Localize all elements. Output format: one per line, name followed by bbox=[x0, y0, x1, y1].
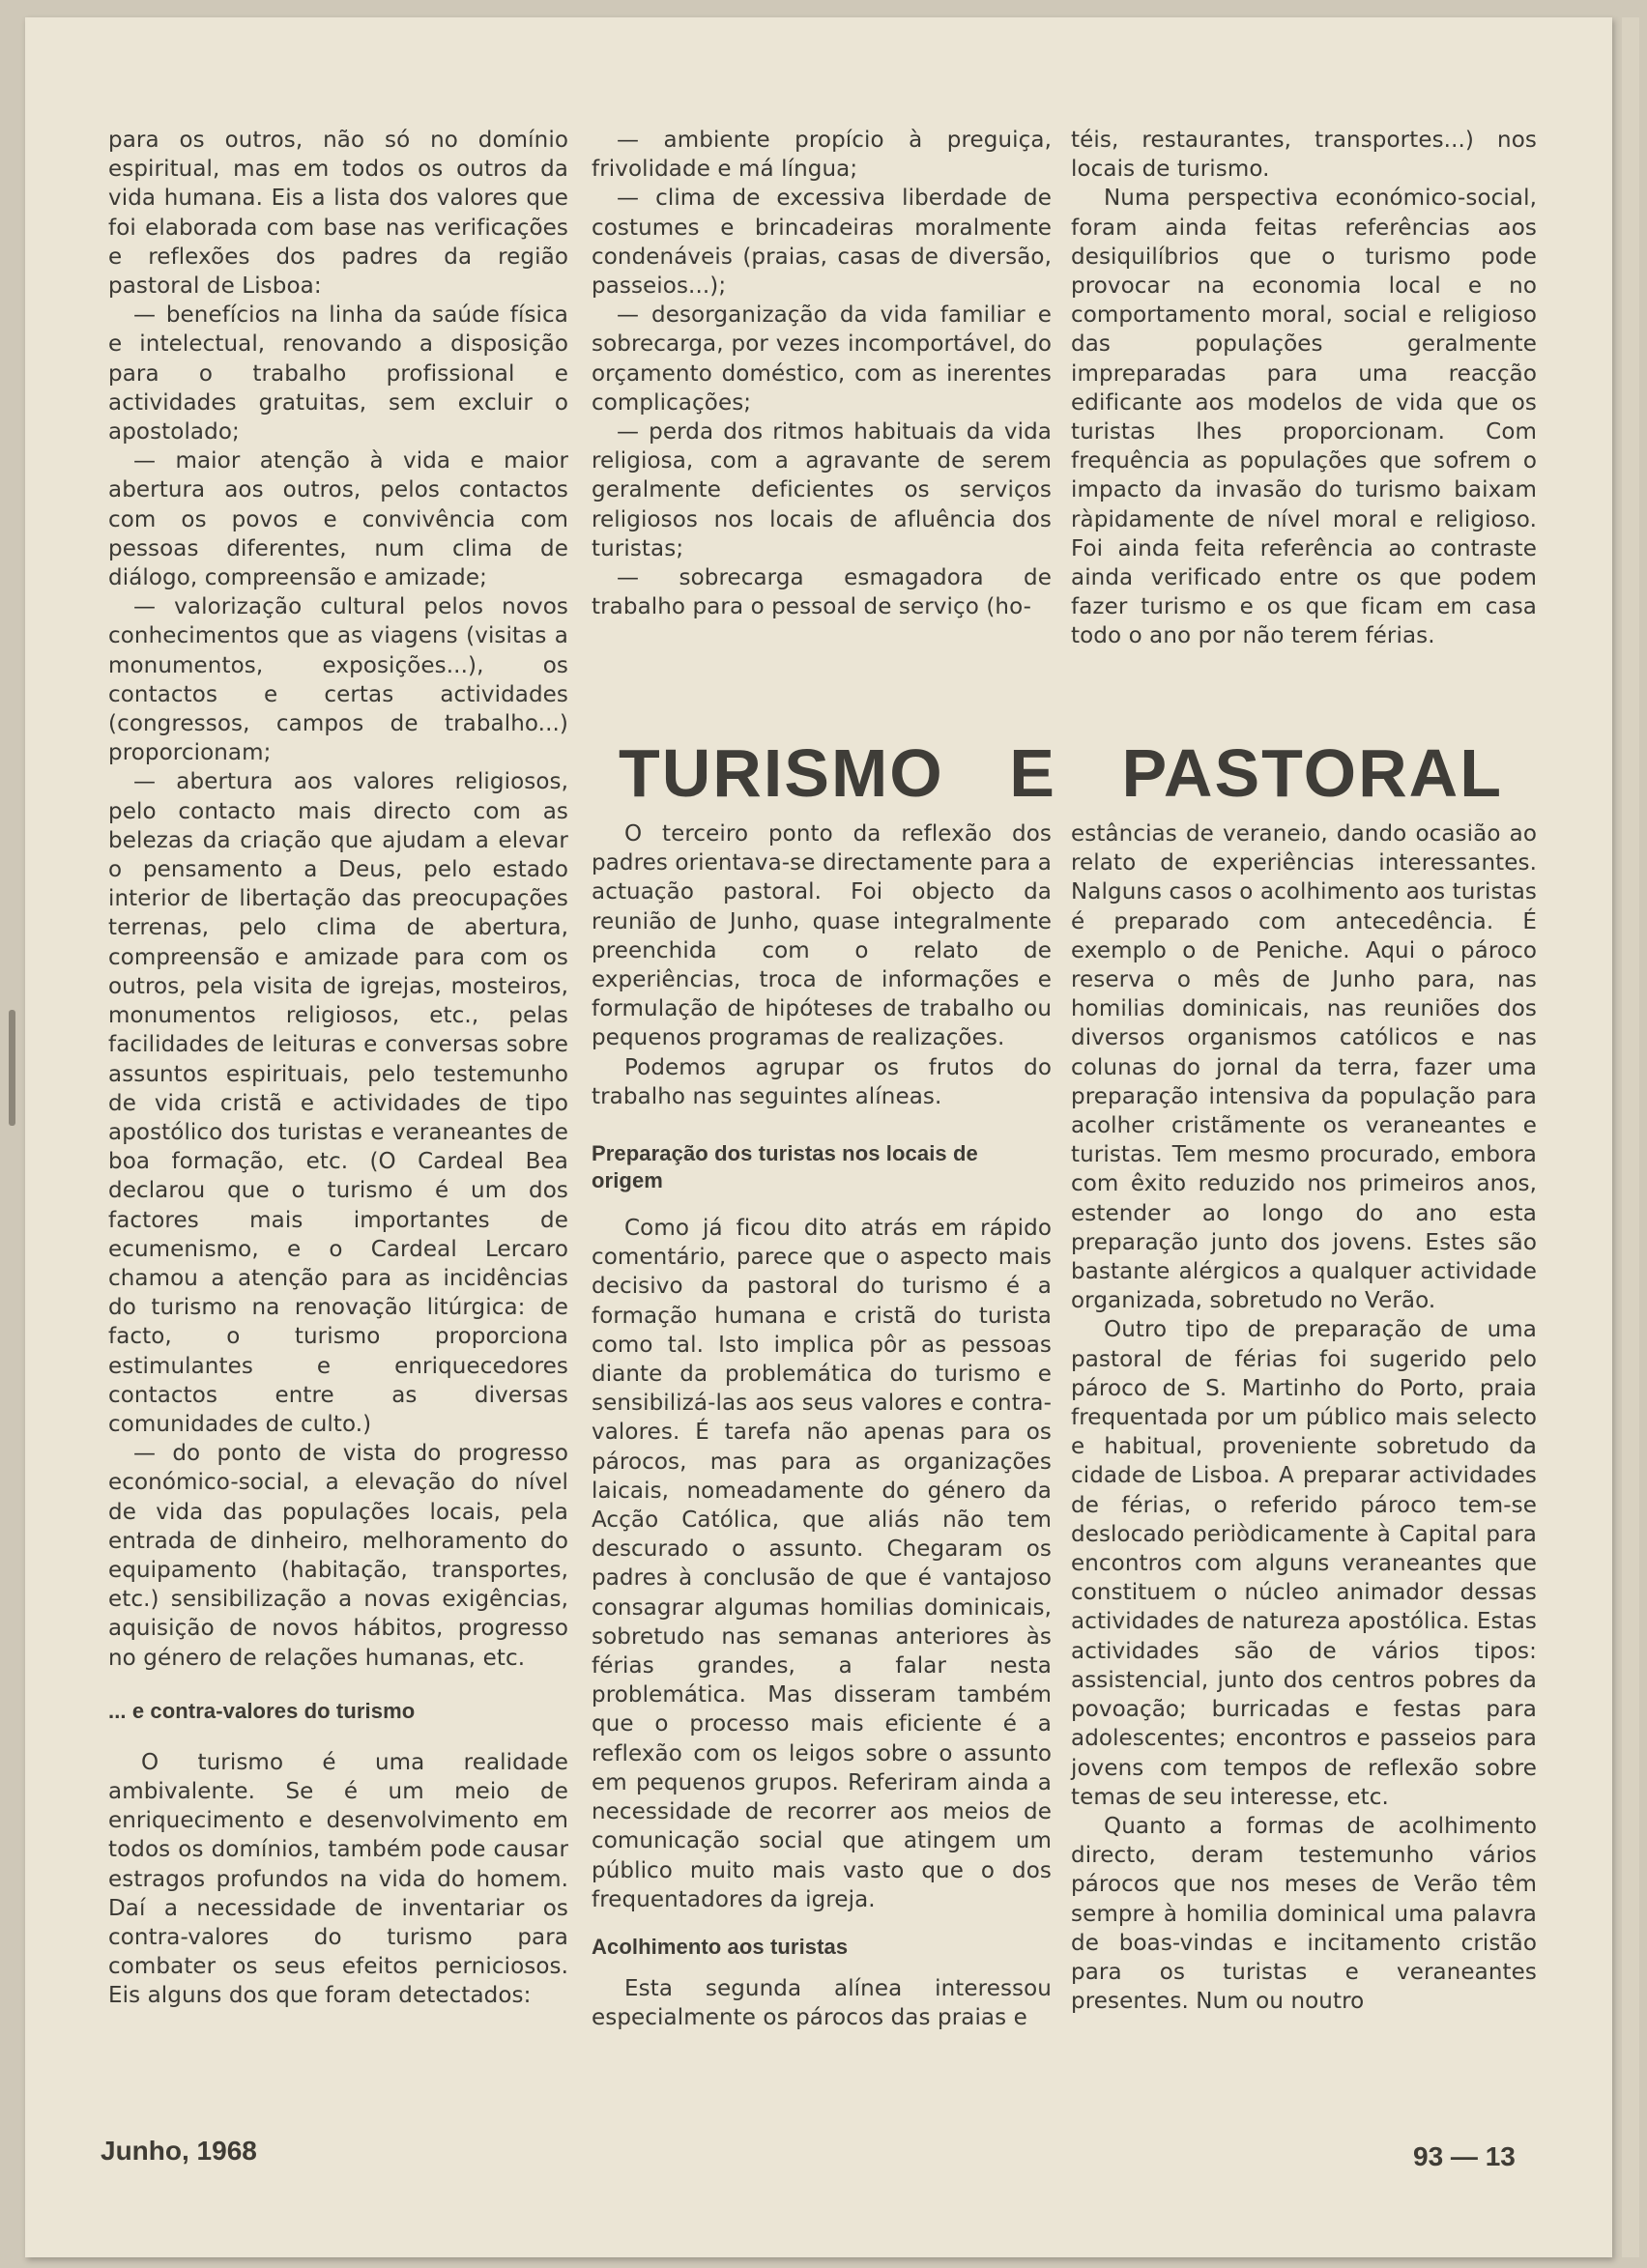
list-item: — perda dos ritmos habituais da vida religiosa, com a agravante de serem geralmente deficientes os serviços religiosos nos locais de afluência dos turistas; bbox=[592, 419, 1052, 561]
list-item: — abertura aos valores religiosos, pelo contacto mais directo com as belezas da criação que ajudam a elevar o pensamento a Deus, pelo estado interior de libertação das preocupações terrenas, pelo clima de abertura, compreensão e amizade para com os outros, pela visita de igrejas, mosteiros, monumentos religiosos, etc., pelas facilidades de leituras e conversas sobre assuntos espirituais, pelo testemunho de vida cristã e actividades de tipo apostólico dos turistas e veraneantes de boa formação, etc. (O Cardeal Bea declarou que o turismo é um dos factores mais importantes de ecumenismo, e o Cardeal Lercaro chamou a atenção para as incidências do turismo na renovação litúrgica: de facto, o turismo proporciona estimulantes e enriquecedores contactos entre as diversas comunidades de culto.) bbox=[108, 769, 568, 1437]
list-item: — benefícios na linha da saúde física e intelectual, renovando a disposição para o trabalho profissional e actividades gratuitas, sem excluir o apostolado; bbox=[108, 302, 568, 445]
paragraph: O turismo é uma realidade ambivalente. Se é um meio de enriquecimento e desenvolvimento em todos os domínios, também pode causar estragos profundos na vida do homem. Daí a necessidade de inventariar os contra-valores do turismo para combater os seus efeitos perniciosos. Eis alguns dos que foram detectados: bbox=[108, 1749, 568, 2009]
footer-date: Junho, 1968 bbox=[101, 2136, 257, 2166]
list-item: — valorização cultural pelos novos conhecimentos que as viagens (visitas a monumentos, exposições...), os contactos e certas actividades (congressos, campos de trabalho...) proporcionam; bbox=[108, 594, 568, 766]
page-number: 93 — 13 bbox=[1413, 2141, 1516, 2171]
section-heading: Acolhimento aos turistas bbox=[592, 1934, 849, 1959]
binding-mark bbox=[9, 1010, 15, 1126]
section-title bbox=[619, 734, 1503, 812]
title-word: TURISMO bbox=[619, 735, 944, 811]
title-word: E bbox=[1009, 735, 1056, 811]
paragraph: O terceiro ponto da reflexão dos padres orientava-se directamente para a actuação pastoral. Foi objecto da reunião de Junho, quase integralmente preenchida com o relato de experiências, troca de informações e formulação de hipóteses de trabalho ou pequenos programas de realizações. bbox=[592, 821, 1052, 1051]
title-word: PASTORAL bbox=[1121, 735, 1503, 811]
column-2-bottom bbox=[592, 819, 1052, 2032]
section-heading: Preparação dos turistas nos locais de origem bbox=[592, 1141, 978, 1193]
paragraph: Outro tipo de preparação de uma pastoral de férias foi sugerido pelo pároco de S. Martinho do Porto, praia frequentada por um público mais selecto e habitual, proveniente sobretudo da cidade de Lisboa. A preparar actividades de férias, o referido pároco tem-se deslocado periòdicamente à Capital para encontros com alguns veraneantes que constituem o núcleo animador dessas actividades de natureza apostólica. Estas actividades são de vários tipos: assistencial, junto dos centros pobres da povoação; burricadas e festas para adolescentes; encontros e passeios para jovens com tempos de reflexão sobre temas de seu interesse, etc. bbox=[1071, 1317, 1537, 1810]
page-edge bbox=[1622, 17, 1639, 2257]
list-item: — sobrecarga esmagadora de trabalho para o pessoal de serviço (ho- bbox=[592, 565, 1052, 620]
list-item: — clima de excessiva liberdade de costumes e brincadeiras moralmente condenáveis (praias, casas de diversão, passeios...); bbox=[592, 186, 1052, 300]
section-heading: ... e contra-valores do turismo bbox=[108, 1698, 416, 1723]
column-3-top bbox=[1071, 126, 1537, 651]
paragraph: téis, restaurantes, transportes...) nos locais de turismo. bbox=[1071, 128, 1537, 183]
list-item: — desorganização da vida familiar e sobrecarga, por vezes incomportável, do orçamento doméstico, com as inerentes complicações; bbox=[592, 302, 1052, 416]
column-3-bottom bbox=[1071, 819, 1537, 2016]
list-item: — maior atenção à vida e maior abertura aos outros, pelos contactos com os povos e convivência com pessoas diferentes, num clima de diálogo, compreensão e amizade; bbox=[108, 448, 568, 591]
list-item: — ambiente propício à preguiça, frivolidade e má língua; bbox=[592, 128, 1052, 183]
paragraph: para os outros, não só no domínio espiritual, mas em todos os outros da vida humana. Eis a lista dos valores que foi elaborada com base nas verificações e reflexões dos padres da região pastoral de Lisboa: bbox=[108, 128, 568, 300]
paragraph: Como já ficou dito atrás em rápido comentário, parece que o aspecto mais decisivo da pastoral do turismo é a formação humana e cristã do turista como tal. Isto implica pôr as pessoas diante da problemática do turismo e sensibilizá-las aos seus valores e contra-valores. É tarefa não apenas para os párocos, mas para as organizações laicais, nomeadamente do género da Acção Católica, que aliás não tem descurado o assunto. Chegaram os padres à conclusão de que é vantajoso consagrar algumas homilias dominicais, sobretudo nas semanas anteriores às férias grandes, a falar nesta problemática. Mas disseram também que o processo mais eficiente é a reflexão com os leigos sobre o assunto em pequenos grupos. Referiram ainda a necessidade de recorrer aos meios de comunicação social que atingem um público muito mais vasto que o dos frequentadores da igreja. bbox=[592, 1216, 1052, 1912]
list-item: — do ponto de vista do progresso económico-social, a elevação do nível de vida das populações locais, pela entrada de dinheiro, melhoramento do equipamento (habitação, transportes, etc.) sensibilização a novas exigências, aquisição de novos hábitos, progresso no género de relações humanas, etc. bbox=[108, 1441, 568, 1671]
paragraph: Numa perspectiva económico-social, foram ainda feitas referências aos desiquilíbrios que o turismo pode provocar na economia local e no comportamento moral, social e religioso das populações geralmente impreparadas para uma reacção edificante aos modelos de vida que os turistas lhes proporcionam. Com frequência as populações que sofrem o impacto da invasão do turismo baixam ràpidamente de nível moral e religioso. Foi ainda feita referência ao contraste ainda verificado entre os que podem fazer turismo e os que ficam em casa todo o ano por não terem férias. bbox=[1071, 186, 1537, 649]
column-1 bbox=[108, 126, 568, 2011]
paragraph: Quanto a formas de acolhimento directo, deram testemunho vários párocos que nos meses de Verão têm sempre à homilia dominical uma palavra de boas-vindas e incitamento cristão para os turistas e veraneantes presentes. Num ou noutro bbox=[1071, 1813, 1537, 2015]
paragraph: Esta segunda alínea interessou especialmente os párocos das praias e bbox=[592, 1975, 1052, 2031]
column-2-top bbox=[592, 126, 1052, 621]
paragraph: estâncias de veraneio, dando ocasião ao relato de experiências interessantes. Nalguns casos o acolhimento aos turistas é preparado com antecedência. É exemplo o de Peniche. Aqui o pároco reserva o mês de Junho para, nas homilias dominicais, nas reuniões dos diversos organismos católicos e nas colunas do jornal da terra, fazer uma preparação intensiva da população para acolher cristãmente os veraneantes e turistas. Tem mesmo procurado, embora com êxito reduzido nos primeiros anos, estender ao longo do ano esta preparação junto dos jovens. Estes são bastante alérgicos a qualquer actividade organizada, sobretudo no Verão. bbox=[1071, 821, 1537, 1314]
paragraph: Podemos agrupar os frutos do trabalho nas seguintes alíneas. bbox=[592, 1054, 1052, 1109]
